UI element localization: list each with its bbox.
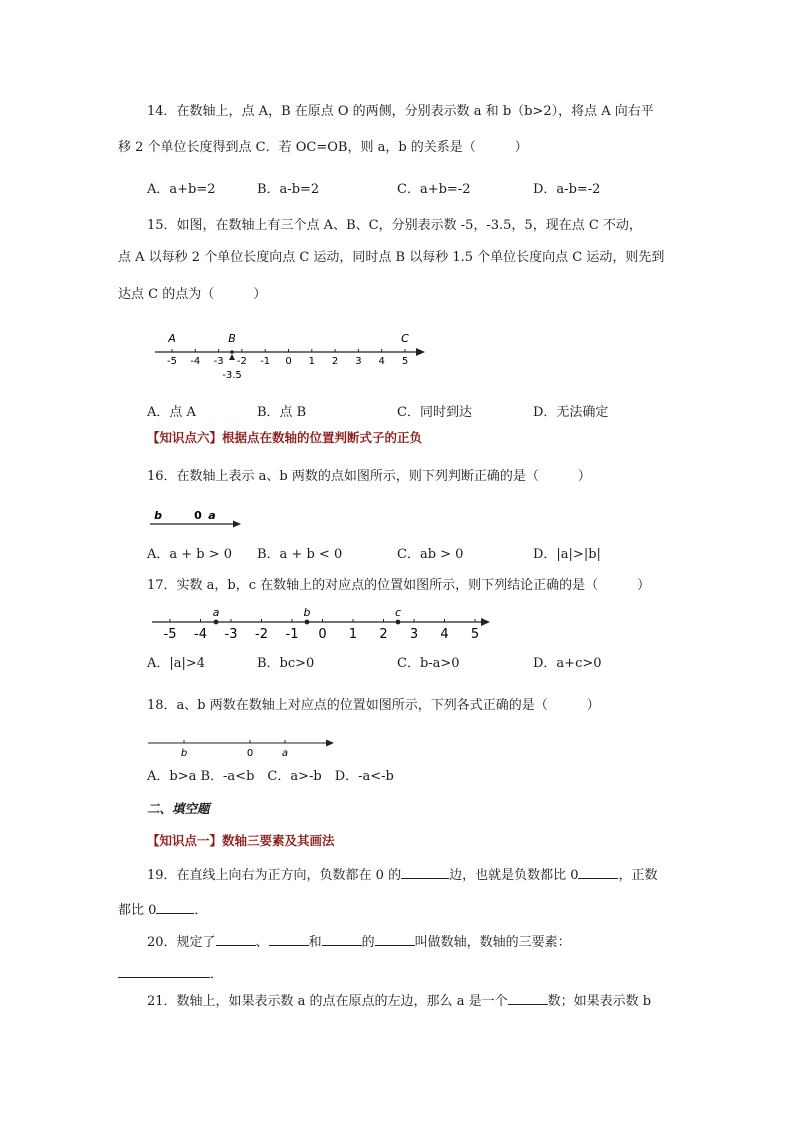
q19-text-1: 19．在直线上向右为正方向，负数都在 0 的 [147, 868, 402, 883]
q15-tick-label: 5 [401, 356, 409, 367]
q18-label-b: b [180, 748, 188, 759]
q16-line1: 16．在数轴上表示 a、b 两数的点如图所示，则下列判断正确的是（ ） [147, 469, 591, 484]
section-2-title: 二、填空题 [147, 801, 210, 816]
q15-b-value-label: -3.5 [222, 370, 242, 381]
knowledge-point-1-heading: 【知识点一】数轴三要素及其画法 [147, 833, 335, 848]
q18-axis-arrow [326, 740, 334, 747]
q20-sep-3: 的 [361, 935, 375, 950]
q17-tick-label: -2 [255, 627, 268, 642]
q17-label-c: c [394, 606, 402, 619]
q19-text-3: ，正数 [618, 868, 658, 883]
q17-point-a-dot [214, 620, 219, 625]
q15-point-a-label: A [168, 332, 176, 345]
q20-line2 [118, 963, 223, 984]
q17-option-b: B．bc>0 [257, 656, 315, 671]
q15-option-d: D．无法确定 [533, 405, 609, 420]
q18-options: A．b>a B．-a<b C．a>-b D．-a<-b [147, 769, 394, 784]
q21-line1 [147, 990, 651, 1011]
q15-tick-label: -3 [213, 356, 224, 367]
q15-tick-label: 0 [285, 356, 292, 367]
q17-line1: 17．实数 a，b，c 在数轴上的对应点的位置如图所示，则下列结论正确的是（ ） [147, 578, 651, 593]
q15-line3: 达点 C 的点为（ ） [118, 287, 267, 302]
q19-line1 [147, 864, 658, 885]
q20-blank-3[interactable] [322, 931, 362, 946]
q19-text-2: 边，也就是负数都比 0 [449, 868, 579, 883]
q14-option-c: C．a+b=-2 [397, 182, 471, 197]
q20-text-2: 叫做数轴，数轴的三要素： [414, 935, 571, 950]
q17-option-c: C．b-a>0 [397, 656, 460, 671]
q17-tick-label: 2 [379, 627, 388, 642]
q20-text-1: 20．规定了 [147, 935, 216, 950]
q17-tick-label: -3 [224, 627, 238, 642]
q20-text-3: ． [210, 967, 224, 982]
q17-label-b: b [303, 606, 311, 619]
q17-point-c-dot [396, 620, 401, 625]
q20-sep-1: 、 [255, 935, 269, 950]
q16-axis-arrow [233, 521, 241, 528]
q15-axis-arrow [416, 348, 425, 356]
q18-number-line-figure [148, 735, 338, 759]
q20-blank-1[interactable] [216, 931, 256, 946]
q14-line2: 移 2 个单位长度得到点 C．若 OC=OB，则 a，b 的关系是（ ） [118, 140, 528, 155]
q15-tick-label: -5 [167, 356, 177, 367]
q21-text-2: 数；如果表示数 b [547, 994, 652, 1009]
q15-point-c-label: C [401, 332, 409, 345]
q15-tick-label: 4 [378, 356, 385, 367]
q17-option-d: D．a+c>0 [533, 656, 602, 671]
q17-number-line-figure [150, 604, 495, 642]
q17-point-b-dot [305, 620, 310, 625]
q14-line1: 14．在数轴上，点 A，B 在原点 O 的两侧，分别表示数 a 和 b（b>2），将点 A 向右平 [147, 104, 654, 119]
q16-option-d: D．|a|>|b| [533, 547, 601, 562]
q15-number-line-figure [150, 328, 430, 384]
q16-option-c: C．ab > 0 [397, 547, 464, 562]
q16-number-line-figure [148, 508, 248, 532]
q17-tick-label: -1 [285, 627, 299, 642]
q17-tick-label: 0 [318, 627, 327, 642]
q16-label-b: b [154, 509, 162, 522]
q15-line2: 点 A 以每秒 2 个单位长度向点 C 运动，同时点 B 以每秒 1.5 个单位长度向点 C 运动，则先到 [118, 250, 665, 265]
q15-tick-label: 1 [308, 356, 315, 367]
knowledge-point-6-heading: 【知识点六】根据点在数轴的位置判断式子的正负 [147, 430, 423, 445]
q20-blank-4[interactable] [375, 931, 415, 946]
q19-blank-3[interactable] [156, 899, 194, 914]
q17-tick-label: -5 [163, 627, 177, 642]
q19-text-5: ． [194, 903, 208, 918]
q16-label-a: a [208, 509, 216, 522]
q18-line1: 18．a、b 两数在数轴上对应点的位置如图所示，下列各式正确的是（ ） [147, 698, 600, 713]
q15-tick-label: -4 [190, 356, 201, 367]
q15-tick-label: -1 [260, 356, 271, 367]
q17-label-a: a [212, 606, 220, 619]
q17-tick-label: -4 [194, 627, 207, 642]
q20-line1 [147, 931, 571, 952]
q17-axis-arrow [481, 618, 490, 626]
q15-tick-label: 3 [355, 356, 362, 367]
q15-option-a: A．点 A [147, 405, 196, 420]
q17-tick-label: 1 [348, 627, 358, 642]
q15-option-b: B．点 B [257, 405, 307, 420]
q15-point-b-label: B [228, 332, 236, 345]
q19-blank-1[interactable] [401, 864, 449, 879]
q17-tick-label: 5 [470, 627, 480, 642]
q15-point-b-dot [230, 350, 234, 354]
q14-option-a: A．a+b=2 [147, 182, 216, 197]
q15-b-pointer [229, 354, 235, 360]
q19-blank-2[interactable] [578, 864, 618, 879]
q16-label-zero: 0 [194, 509, 202, 522]
q21-text-1: 21．数轴上，如果表示数 a 的点在原点的左边，那么 a 是一个 [147, 994, 508, 1009]
q17-tick-label: 4 [440, 627, 449, 642]
q15-line1: 15．如图，在数轴上有三个点 A、B、C，分别表示数 -5，-3.5，5，现在点 C 不动， [147, 218, 642, 233]
q18-label-a: a [281, 748, 289, 759]
q14-option-b: B．a-b=2 [257, 182, 320, 197]
q20-blank-2[interactable] [269, 931, 309, 946]
q18-label-zero: 0 [246, 748, 254, 759]
q20-blank-5[interactable] [118, 963, 210, 978]
q17-tick-label: 3 [409, 627, 419, 642]
q14-option-d: D．a-b=-2 [533, 182, 601, 197]
q20-sep-2: 和 [308, 935, 322, 950]
q16-option-a: A．a + b > 0 [147, 547, 233, 562]
q15-tick-label: -2 [236, 356, 247, 367]
q19-text-4: 都比 0 [118, 903, 157, 918]
q16-option-b: B．a + b < 0 [257, 547, 343, 562]
q15-option-c: C．同时到达 [397, 405, 472, 420]
q15-tick-label: 2 [331, 356, 339, 367]
q17-option-a: A．|a|>4 [147, 656, 206, 671]
q19-line2 [118, 899, 207, 920]
q21-blank-1[interactable] [508, 990, 548, 1005]
